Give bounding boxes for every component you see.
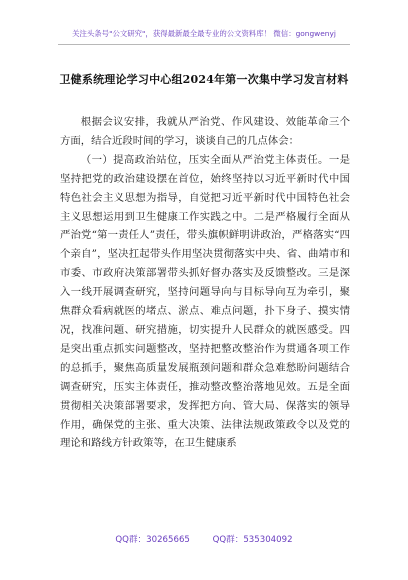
footer-contact [0,533,408,545]
paragraph-section-1: （一）提高政治站位，压实全面从严治党主体责任。一是坚持把党的政治建设摆在首位，始终坚持以习近平新时代中国特色社会主义思想为指导，自觉把习近平新时代中国特色社会主义思想运用到卫生健康工作实践之中。二是严格履行全面从严治党“第一责任人”责任，带头旗帜鲜明讲政治，严格落实“四个亲自”，坚决扛起带头作用坚决贯彻落实中央、省、曲靖市和市委、市政府决策部署带头抓好督办落实及反馈整改。三是深入一线开展调查研究，坚持问题导向与目标导向互为牵引，聚焦群众看病就医的堵点、淤点、难点问题，扑下身子、摸实情况，找准问题、研究措施，切实提升人民群众的就医感受。四是突出重点抓实问题整改，坚持把整改整治作为贯通各项工作的总抓手，聚焦高质量发展瓶颈问题和群众急难愁盼问题结合调查研究，压实主体责任，推动整改整治落地见效。五是全面贯彻相关决策部署要求，发挥把方向、管大局、保落实的领导作用，确保党的主张、重大决策、法律法规政策政令以及党的理论和路线方针政策等，在卫生健康系 [60,153,350,450]
header-divider [58,44,350,45]
document-body [60,113,350,453]
document-title: 卫健系统理论学习中心组2024年第一次集中学习发言材料 [59,73,349,86]
footer-qq-group-2: QQ群：535304092 [212,535,293,545]
promo-banner: 关注头条号"公文研究"，获得最新最全最专业的公文资料库！ 微信：gongwenyj [72,29,336,38]
paragraph-intro: 根据会议安排，我就从严治党、作风建设、效能革命三个方面，结合近段时间的学习，谈谈自己的几点体会： [60,116,350,147]
footer-qq-group-1: QQ群：30265665 [115,535,190,545]
